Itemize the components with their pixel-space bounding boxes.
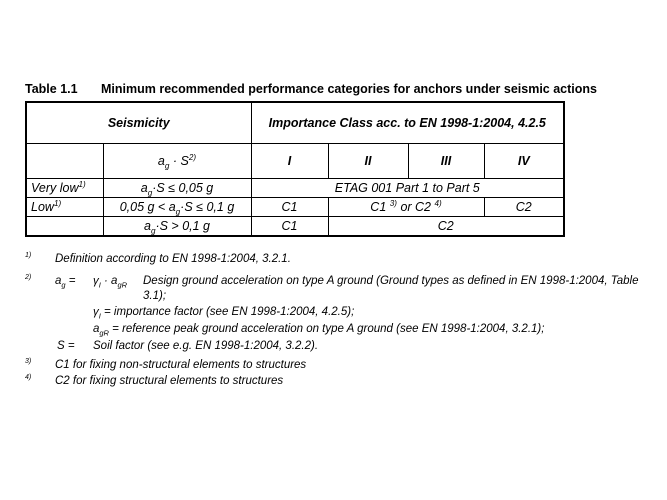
soil-factor-def: Soil factor (see e.g. EN 1998-1:2004, 3.2.2). [93,340,319,352]
class-i-header: I [251,144,328,179]
very-low-label: Very low$^{1)}$ [26,179,103,198]
low-class-ii-iii: C1 $^{3)}$ or C2 $^{4)}$ [328,198,484,217]
footnote-4 [25,374,645,390]
high-label [26,217,103,237]
ag-s-header: $a_g \cdot S^{2)}$ [103,144,251,179]
footnote-2-description: Design ground acceleration on type A ground (Ground types as defined in EN 1998-1:2004, Table 3.1); [143,275,639,302]
very-low-condition: $a_g\cdot S \le 0,05$ g [103,179,251,198]
table-row-very-low [26,179,564,198]
seismic-performance-table [25,101,565,237]
seismicity-header: Seismicity [26,102,251,144]
table-row-low [26,198,564,217]
class-ii-header: II [328,144,408,179]
high-class-ii-iv: C2 [328,217,564,237]
low-class-i: C1 [251,198,328,217]
footnote-2-gamma-def: $\gamma_I$ = importance factor (see EN 1998-1:2004, 4.2.5); [93,306,355,321]
class-iv-header: IV [484,144,564,179]
footnotes [25,252,645,390]
high-class-i: C1 [251,217,328,237]
footnote-2-soil-line: S = Soil factor (see e.g. EN 1998-1:2004, 3.2.2). [57,340,319,352]
high-condition: $a_g\cdot S > 0,1$ g [103,217,251,237]
table-caption [25,82,655,96]
footnote-2 [25,274,645,358]
footnote-3-mark: 3) [25,358,32,365]
low-condition: 0,05 $g < a_g\cdot S \le 0,1$ g [103,198,251,217]
very-low-value: ETAG 001 Part 1 to Part 5 [251,179,564,198]
class-iii-header: III [408,144,484,179]
table-number: Table 1.1 [25,82,78,96]
footnote-2-agr-def: $a_{gR}$ = reference peak ground acceleration on type A ground (see EN 1998-1:2004, 3.2.1); [93,323,545,338]
footnote-1-text: Definition according to EN 1998-1:2004, 3.2.1. [55,253,291,265]
footnote-3 [25,358,645,374]
footnote-2-ag-line: $a_g$ = $\gamma_I \cdot a_{gR}$ Design ground acceleration on type A ground (Ground types as defined in EN 1998-1:2004, Table 3.1); [55,274,645,305]
footnote-4-mark: 4) [25,374,32,381]
table-header-row [26,102,564,144]
low-class-iv: C2 [484,198,564,217]
importance-class-header: Importance Class acc. to EN 1998-1:2004, 4.2.5 [251,102,564,144]
table-subheader-row [26,144,564,179]
footnote-2-mark: 2) [25,274,32,281]
empty-cell [26,144,103,179]
footnote-1-mark: 1) [25,252,32,259]
table-title: Minimum recommended performance categories for anchors under seismic actions [101,82,597,96]
footnote-4-text: C2 for fixing structural elements to structures [55,375,284,387]
footnote-1 [25,252,645,274]
low-label: Low$^{1)}$ [26,198,103,217]
table-row-high [26,217,564,237]
footnote-3-text: C1 for fixing non-structural elements to structures [55,359,307,371]
